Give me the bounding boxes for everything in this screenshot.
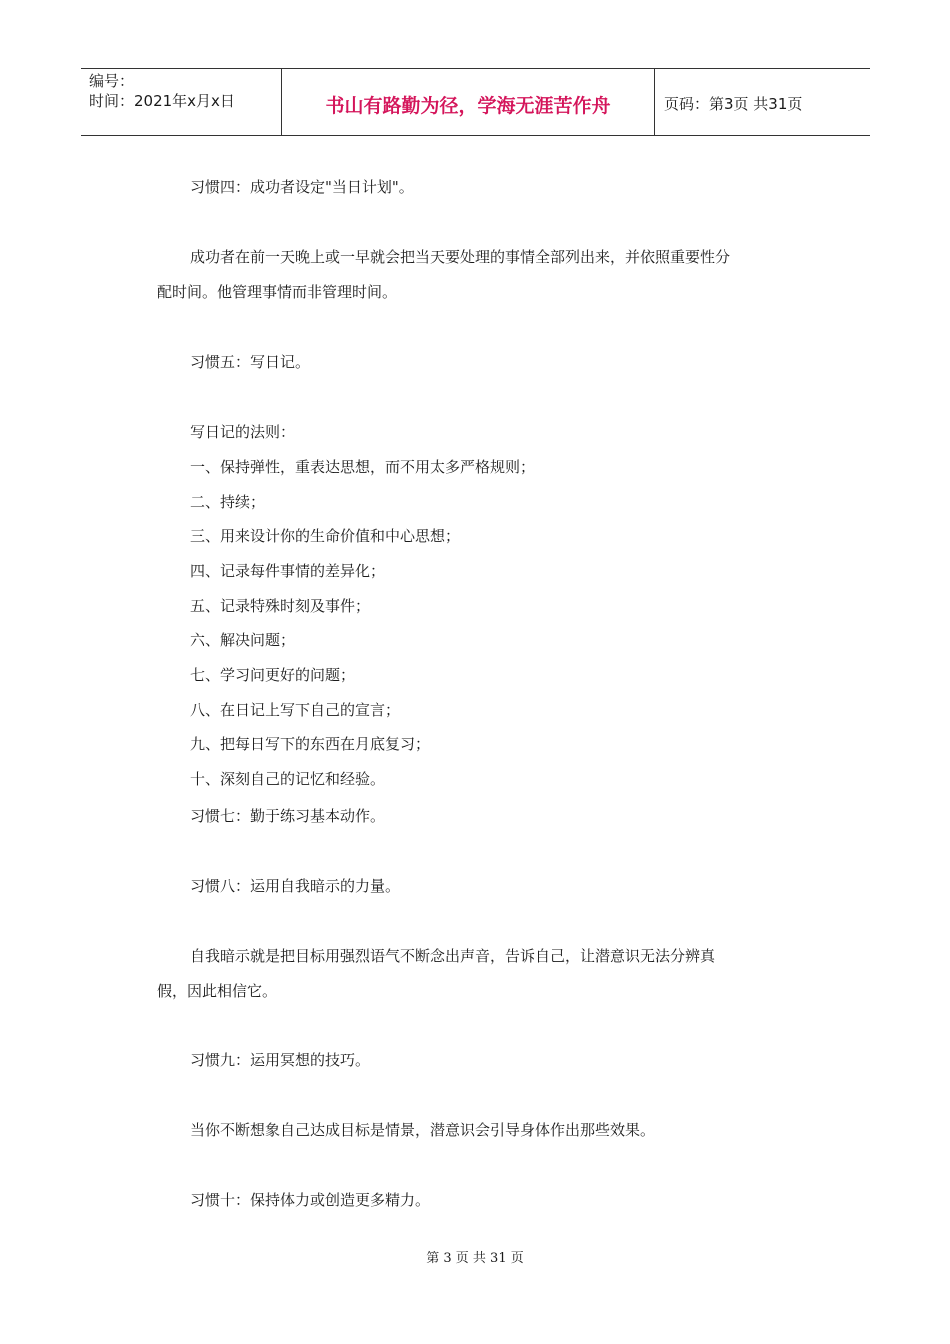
page-footer: 第 3 页 共 31 页 (426, 1251, 524, 1266)
diary-rule-item: 一、保持弹性，重表达思想，而不用太多严格规则； (190, 458, 536, 476)
habit8-text-line-1: 自我暗示就是把目标用强烈语气不断念出声音，告诉自己，让潜意识无法分辨真 (190, 947, 716, 965)
habit5-title: 习惯五：写日记。 (190, 353, 311, 371)
document-time-label: 时间：2021年x月x日 (89, 92, 235, 110)
habit9-title: 习惯九：运用冥想的技巧。 (190, 1051, 371, 1069)
habit8-title: 习惯八：运用自我暗示的力量。 (190, 877, 401, 895)
document-header (81, 68, 870, 136)
header-page-cell (655, 69, 870, 135)
diary-rule-item: 三、用来设计你的生命价值和中心思想； (190, 527, 461, 545)
habit4-title: 习惯四：成功者设定"当日计划"。 (190, 178, 414, 196)
document-number-label: 编号： (89, 72, 135, 90)
header-page-code: 页码：第3页 共31页 (664, 95, 803, 113)
habit9-text: 当你不断想象自己达成目标是情景，潜意识会引导身体作出那些效果。 (190, 1121, 656, 1139)
habit4-text-line-1: 成功者在前一天晚上或一早就会把当天要处理的事情全部列出来，并依照重要性分 (190, 248, 731, 266)
diary-rule-item: 六、解决问题； (190, 631, 296, 649)
habit8-text-line-2: 假，因此相信它。 (157, 982, 278, 1000)
diary-rule-item: 五、记录特殊时刻及事件； (190, 597, 371, 615)
diary-rules-title: 写日记的法则： (190, 423, 296, 441)
header-motto-cell (282, 69, 655, 135)
diary-rule-item: 九、把每日写下的东西在月底复习； (190, 735, 431, 753)
diary-rule-item: 四、记录每件事情的差异化； (190, 562, 386, 580)
header-meta-cell (81, 69, 282, 135)
diary-rule-item: 七、学习问更好的问题； (190, 666, 356, 684)
header-motto: 书山有路勤为径，学海无涯苦作舟 (325, 95, 611, 117)
diary-rule-item: 十、深刻自己的记忆和经验。 (190, 770, 386, 788)
habit4-text-line-2: 配时间。他管理事情而非管理时间。 (157, 283, 398, 301)
diary-rule-item: 八、在日记上写下自己的宣言； (190, 701, 401, 719)
diary-rule-item: 二、持续； (190, 493, 266, 511)
habit10-title: 习惯十：保持体力或创造更多精力。 (190, 1191, 431, 1209)
habit7-title: 习惯七：勤于练习基本动作。 (190, 807, 386, 825)
